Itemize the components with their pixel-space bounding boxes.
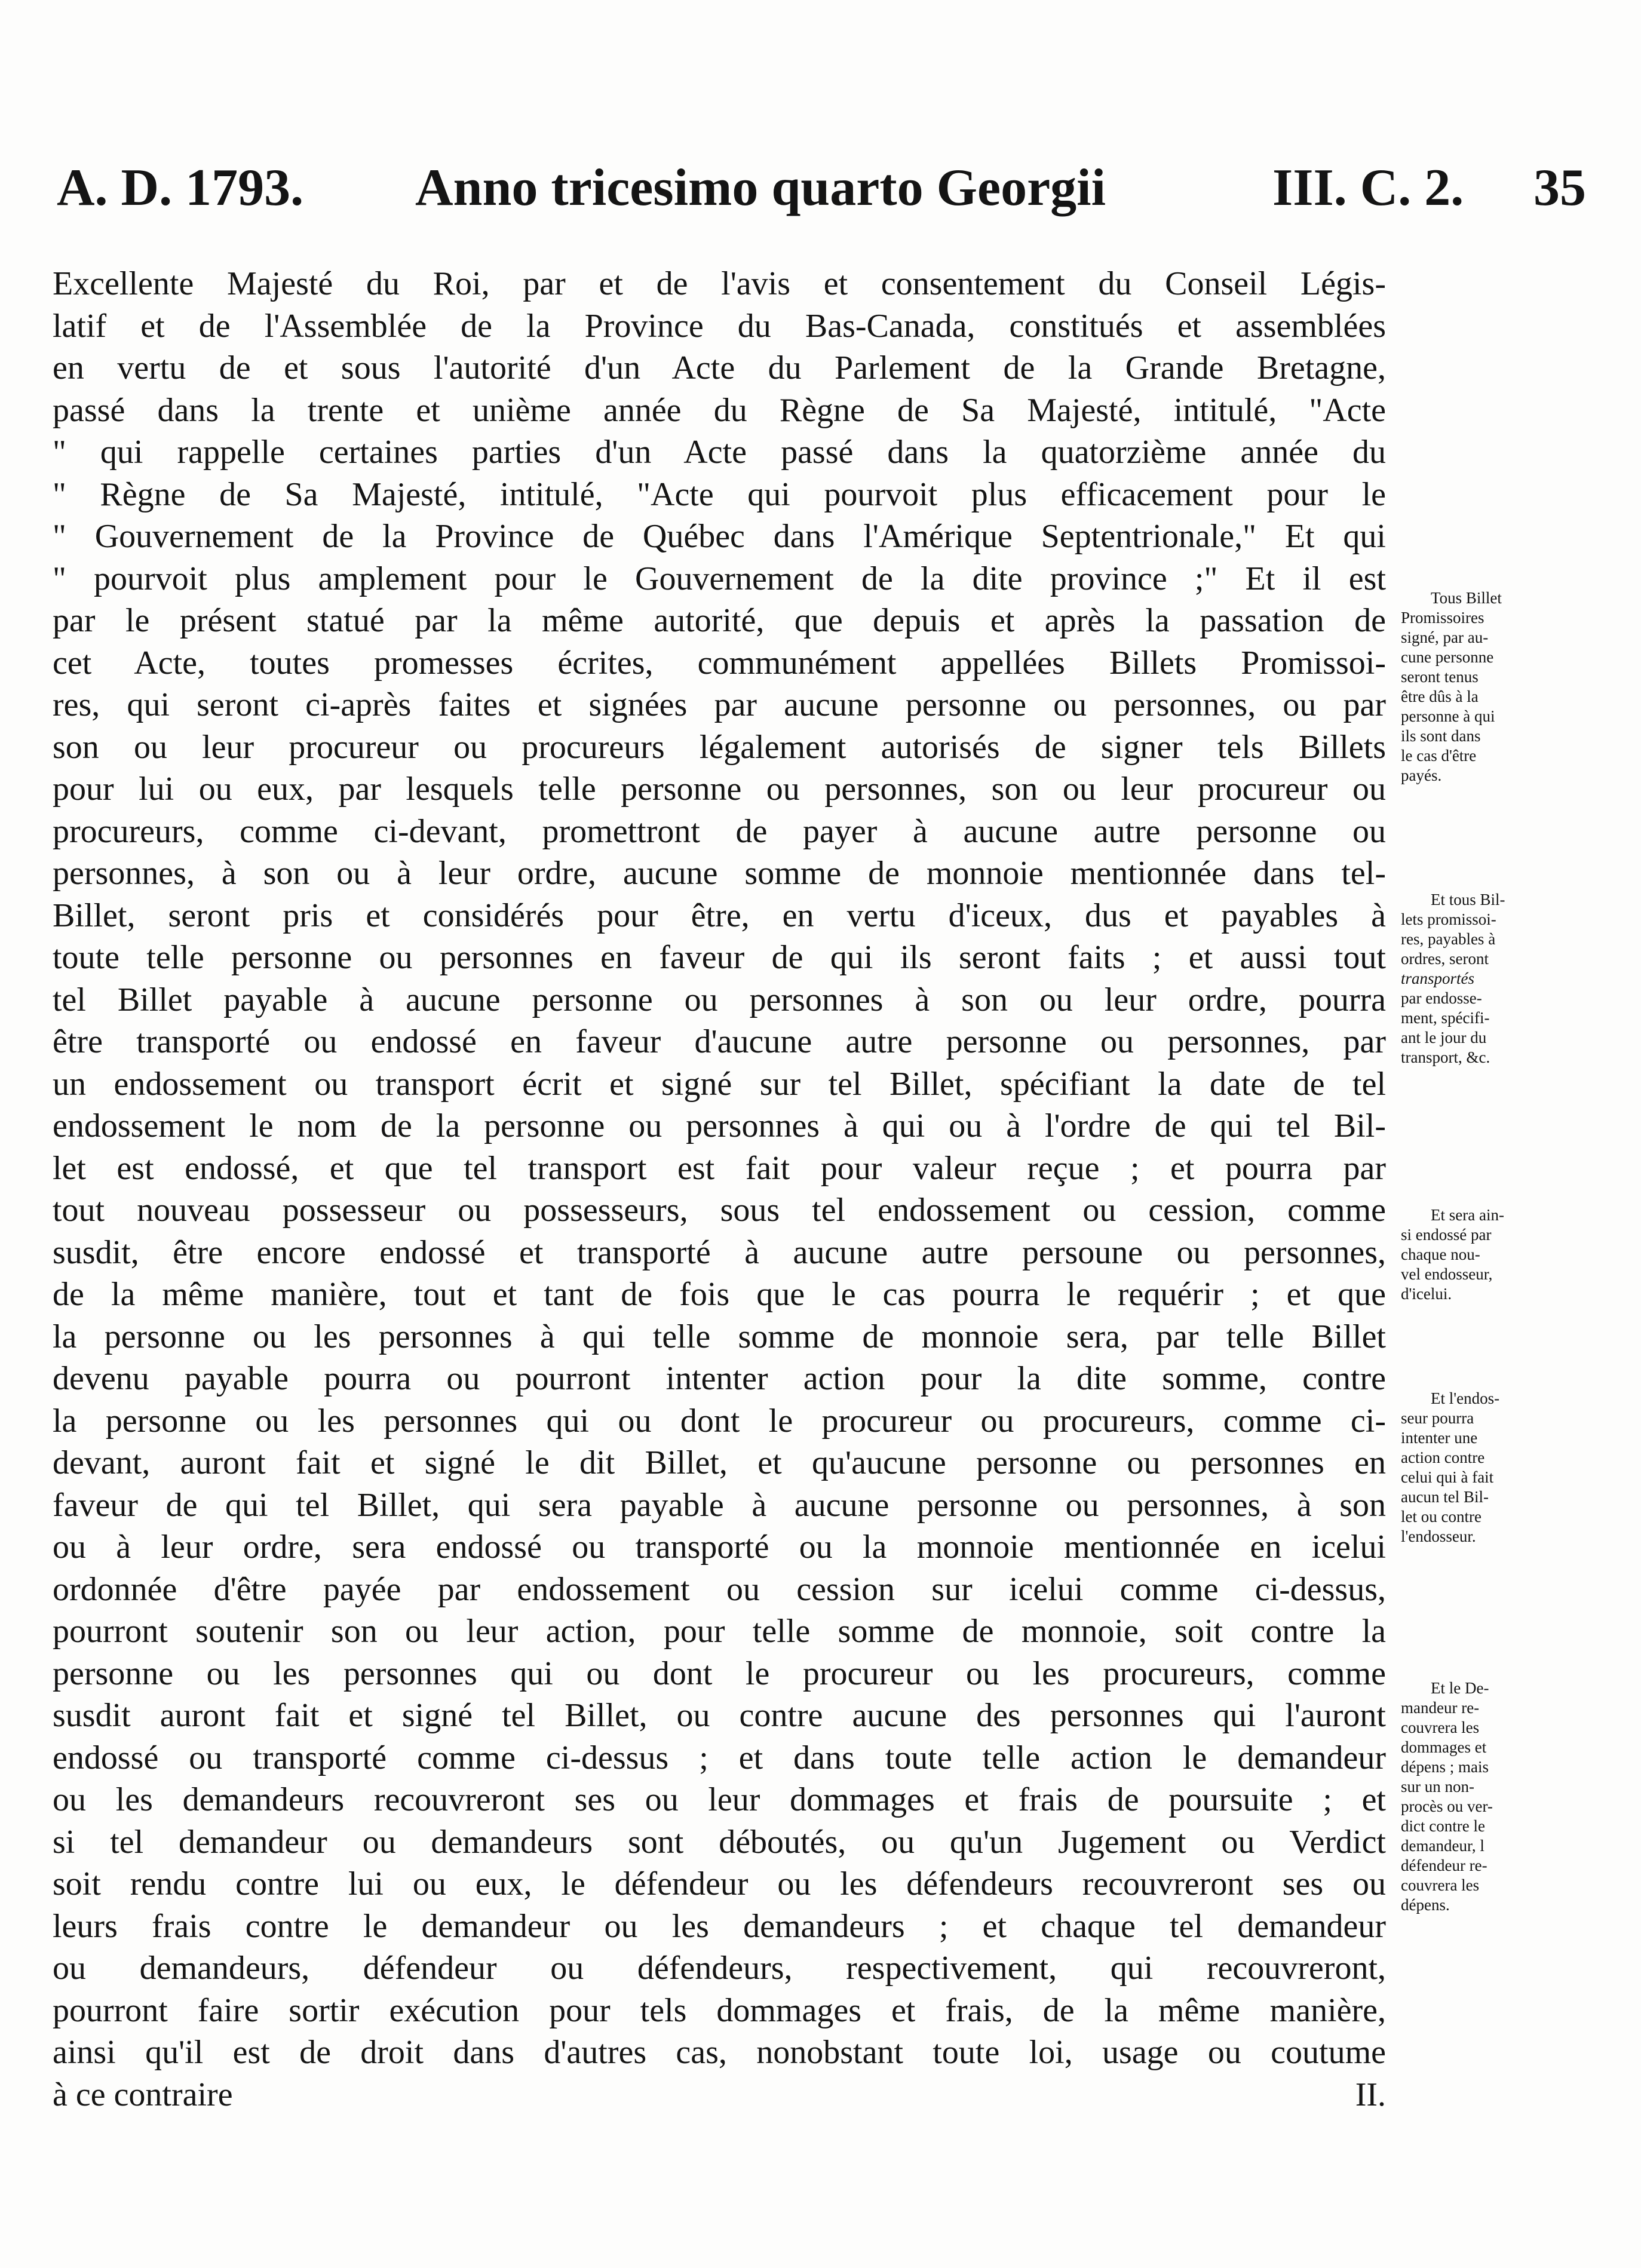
note-line: celui qui à fait [1401,1468,1494,1486]
body-line: procureurs, comme ci-devant, promettront de payer à aucune autre personne ou [53,812,1386,850]
note-line: procès ou ver- [1401,1797,1493,1815]
body-line: latif et de l'Assemblée de la Province du Bas-Canada, constitués et assemblées [53,307,1386,345]
body-line: personne ou les personnes qui ou dont le procureur ou les procureurs, comme [53,1655,1386,1692]
note-line: être dûs à la [1401,688,1479,705]
note-line: ment, spécifi- [1401,1009,1490,1027]
body-line: si tel demandeur ou demandeurs sont déboutés, ou qu'un Jugement ou Verdict [53,1823,1386,1861]
note-line: d'icelui. [1401,1285,1452,1303]
note-line: payés. [1401,766,1442,784]
margin-note [1401,588,1592,785]
note-line: seur pourra [1401,1409,1474,1427]
body-line: " Gouvernement de la Province de Québec dans l'Amérique Septentrionale," Et qui [53,518,1386,555]
body-line: Billet, seront pris et considérés pour être, en vertu d'iceux, dus et payables à [53,897,1386,934]
body-line: tout nouveau possesseur ou possesseurs, sous tel endossement ou cession, comme [53,1192,1386,1229]
note-line: Et sera ain- [1431,1206,1504,1224]
body-line: la personne ou les personnes qui ou dont le procureur ou procureurs, comme ci- [53,1402,1386,1440]
note-line: chaque nou- [1401,1245,1480,1263]
note-line: intenter une [1401,1429,1478,1447]
page-number: 35 [1533,159,1586,217]
note-line: couvrera les [1401,1718,1480,1736]
body-line: susdit, être encore endossé et transporté à aucune autre persoune ou personnes, [53,1233,1386,1271]
note-line: let ou contre [1401,1508,1481,1526]
note-line: demandeur, l [1401,1837,1484,1855]
note-line: Et l'endos- [1431,1389,1500,1407]
body-last-line [53,2074,1386,2116]
body-line: toute telle personne ou personnes en faveur de qui ils seront faits ; et aussi tout [53,939,1386,976]
note-line: par endosse- [1401,989,1482,1007]
margin-note [1401,890,1592,1067]
note-line: Tous Billet [1431,589,1502,607]
body-text [53,263,1386,2113]
note-line: signé, par au- [1401,628,1489,646]
body-line: cet Acte, toutes promesses écrites, communément appellées Billets Promissoi- [53,644,1386,682]
body-line: tel Billet payable à aucune personne ou personnes à son ou leur ordre, pourra [53,981,1386,1018]
body-line: ou les demandeurs recouvreront ses ou leur dommages et frais de poursuite ; et [53,1781,1386,1818]
note-line: mandeur re- [1401,1699,1480,1717]
body-line: devenu payable pourra ou pourront intenter action pour la dite somme, contre [53,1360,1386,1397]
note-line: si endossé par [1401,1226,1492,1244]
note-line: ils sont dans [1401,727,1481,745]
body-line: ainsi qu'il est de droit dans d'autres cas, nonobstant toute loi, usage ou coutume [53,2034,1386,2071]
body-line: en vertu de et sous l'autorité d'un Acte du Parlement de la Grande Bretagne, [53,349,1386,386]
note-line: l'endosseur. [1401,1527,1476,1545]
body-line: let est endossé, et que tel transport est fait pour valeur reçue ; et pourra par [53,1149,1386,1187]
body-line: pourront soutenir son ou leur action, pour telle somme de monnoie, soit contre la [53,1613,1386,1650]
note-line: Promissoires [1401,609,1484,627]
note-line: dépens. [1401,1896,1450,1914]
body-line: " qui rappelle certaines parties d'un Acte passé dans la quatorzième année du [53,434,1386,471]
body-line: Excellente Majesté du Roi, par et de l'avis et consentement du Conseil Légis- [53,265,1386,302]
note-line: Et le De- [1431,1679,1489,1697]
note-line: aucun tel Bil- [1401,1488,1489,1506]
body-line: un endossement ou transport écrit et signé sur tel Billet, spécifiant la date de tel [53,1065,1386,1103]
body-line: passé dans la trente et unième année du Règne de Sa Majesté, intitulé, "Acte [53,391,1386,429]
header-chapter: III. C. 2. [1272,159,1464,217]
body-line: à ce contraire [53,2076,233,2113]
body-line: " pourvoit plus amplement pour le Gouvernement de la dite province ;" Et il est [53,560,1386,597]
body-line: " Règne de Sa Majesté, intitulé, "Acte qui pourvoit plus efficacement pour le [53,475,1386,513]
body-line: son ou leur procureur ou procureurs légalement autorisés de signer tels Billets [53,728,1386,766]
note-line: action contre [1401,1448,1485,1466]
note-line: Et tous Bil- [1431,891,1505,909]
margin-note [1401,1205,1592,1304]
body-line: devant, auront fait et signé le dit Billet, et qu'aucune personne ou personnes en [53,1444,1386,1481]
note-line: ant le jour du [1401,1029,1487,1046]
header-year: A. D. 1793. [57,159,304,217]
body-line: par le présent statué par la même autorité, que depuis et après la passation de [53,602,1386,639]
note-line: lets promissoi- [1401,910,1496,928]
body-line: faveur de qui tel Billet, qui sera payable à aucune personne ou personnes, à son [53,1486,1386,1524]
running-header [57,152,1586,224]
body-line: leurs frais contre le demandeur ou les demandeurs ; et chaque tel demandeur [53,1907,1386,1945]
note-line: dict contre le [1401,1817,1485,1835]
note-line: le cas d'être [1401,747,1477,765]
catchword: II. [1355,2076,1386,2113]
note-line: dommages et [1401,1738,1487,1756]
body-line: res, qui seront ci-après faites et signées par aucune personne ou personnes, ou par [53,686,1386,723]
note-line: ordres, seront [1401,950,1489,968]
body-line: ou demandeurs, défendeur ou défendeurs, respectivement, qui recouvreront, [53,1950,1386,1987]
body-line: de la même manière, tout et tant de fois que le cas pourra le requérir ; et que [53,1276,1386,1313]
note-line: res, payables à [1401,930,1496,948]
note-line: personne à qui [1401,707,1495,725]
body-line: ou à leur ordre, sera endossé ou transporté ou la monnoie mentionnée en icelui [53,1529,1386,1566]
body-line: être transporté ou endossé en faveur d'aucune autre personne ou personnes, par [53,1023,1386,1060]
body-line: susdit auront fait et signé tel Billet, ou contre aucune des personnes qui l'auront [53,1697,1386,1734]
note-line: transportés [1401,969,1475,987]
note-line: dépens ; mais [1401,1758,1489,1776]
body-line: la personne ou les personnes à qui telle somme de monnoie sera, par telle Billet [53,1318,1386,1355]
note-line: cune personne [1401,648,1494,666]
margin-note [1401,1389,1592,1546]
note-line: seront tenus [1401,668,1479,686]
note-line: vel endosseur, [1401,1265,1493,1283]
note-line: défendeur re- [1401,1856,1487,1874]
body-line: endossement le nom de la personne ou personnes à qui ou à l'ordre de qui tel Bil- [53,1107,1386,1144]
header-title: Anno tricesimo quarto Georgii [415,159,1106,217]
body-line: soit rendu contre lui ou eux, le défendeur ou les défendeurs recouvreront ses ou [53,1865,1386,1902]
body-line: ordonnée d'être payée par endossement ou cession sur icelui comme ci-dessus, [53,1570,1386,1608]
margin-note [1401,1678,1592,1915]
margin-notes [1401,0,1592,2268]
note-line: sur un non- [1401,1778,1474,1796]
body-line: endossé ou transporté comme ci-dessus ; et dans toute telle action le demandeur [53,1739,1386,1776]
note-line: transport, &c. [1401,1048,1490,1066]
body-line: pour lui ou eux, par lesquels telle personne ou personnes, son ou leur procureur ou [53,771,1386,808]
note-line: couvrera les [1401,1876,1480,1894]
body-line: personnes, à son ou à leur ordre, aucune somme de monnoie mentionnée dans tel- [53,855,1386,892]
body-line: pourront faire sortir exécution pour tels dommages et frais, de la même manière, [53,1991,1386,2029]
